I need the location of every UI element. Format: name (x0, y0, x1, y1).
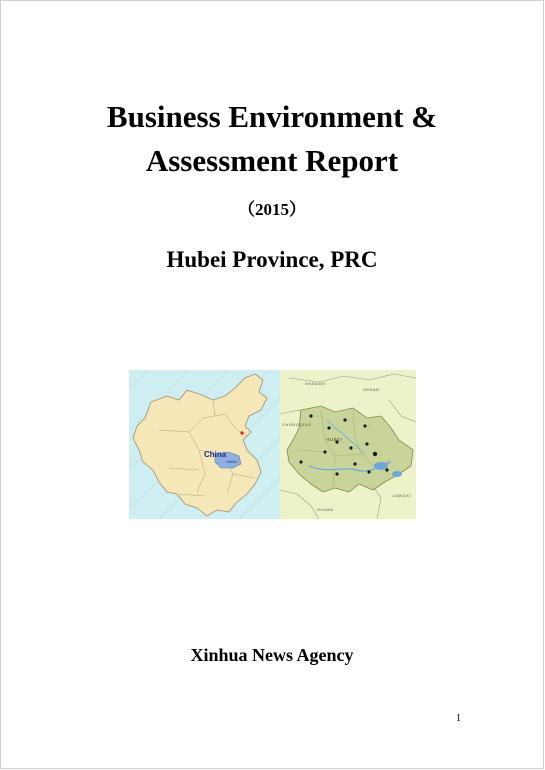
svg-text:·····: ····· (378, 453, 383, 457)
svg-text:·····: ····· (348, 418, 353, 422)
province-subtitle: Hubei Province, PRC (166, 247, 378, 272)
region-label-hubei: HUBEI (326, 437, 343, 442)
region-label-shaanxi: SHAANXI (305, 381, 327, 386)
svg-text:·····: ····· (354, 446, 359, 450)
lake (392, 471, 402, 477)
china-overview-map (129, 370, 280, 519)
map-graphic (129, 370, 416, 519)
page-number: 1 (456, 713, 461, 724)
region-label-chongqing: CHONGQING (282, 422, 312, 427)
region-label-jiangxi: JIANGXI (392, 493, 412, 498)
hubei-regional-map (280, 370, 416, 519)
publisher-name: Xinhua News Agency (190, 645, 354, 665)
svg-text:·····: ····· (358, 462, 363, 466)
region-label-henan: HENAN (363, 387, 380, 392)
location-map-figure (129, 370, 416, 519)
svg-text:·····: ····· (372, 470, 377, 474)
svg-text:·····: ····· (332, 426, 337, 430)
report-year: （2015） (238, 200, 306, 219)
svg-text:·····: ····· (368, 424, 373, 428)
lake (374, 462, 388, 470)
hubei-small-label: Hubei (226, 459, 237, 464)
region-label-hunan: HUNAN (317, 507, 334, 512)
svg-text:·····: ····· (340, 440, 345, 444)
svg-text:·····: ····· (370, 442, 375, 446)
title-line-2: Assessment Report (145, 143, 399, 178)
capital-marker (240, 431, 243, 434)
svg-text:·····: ····· (314, 414, 319, 418)
title-line-1: Business Environment & (106, 99, 438, 134)
china-label: China (204, 450, 227, 459)
